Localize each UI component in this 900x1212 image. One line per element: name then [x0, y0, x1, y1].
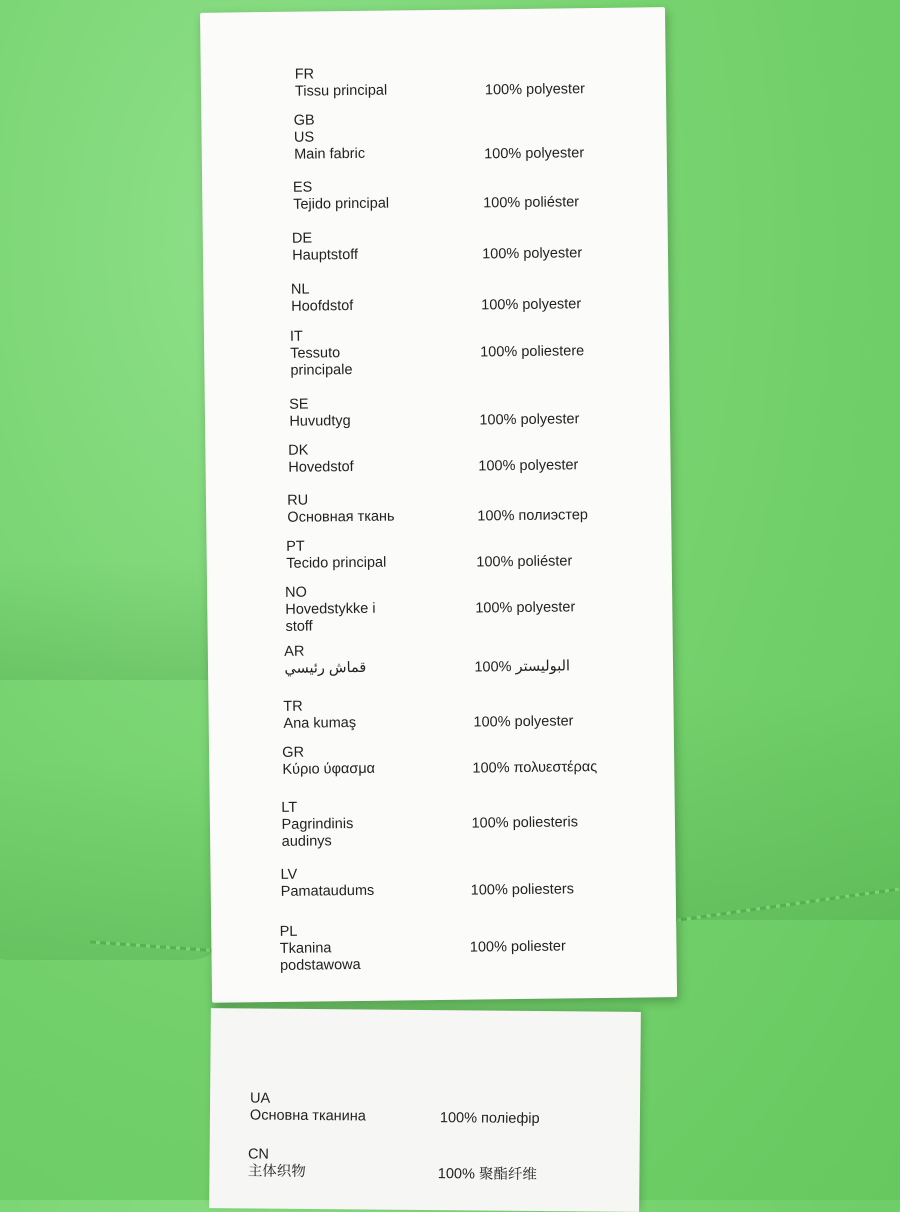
country-code: LV — [280, 866, 298, 883]
fabric-name: Tkanina — [279, 940, 332, 957]
fabric-fold — [0, 760, 230, 960]
country-code: CN — [247, 1146, 270, 1163]
country-code: TR — [283, 698, 303, 715]
fiber-percentage: 100% poliéster — [483, 194, 580, 212]
country-code: NO — [285, 584, 307, 601]
fiber-percentage: 100% πολυεστέρας — [472, 759, 598, 777]
country-code: DE — [291, 230, 313, 247]
country-code: LT — [281, 799, 298, 816]
fabric-name: Main fabric — [294, 145, 366, 163]
composition-row — [280, 919, 661, 975]
fabric-name: Pamataudums — [280, 882, 375, 900]
country-code: ES — [292, 179, 313, 196]
fabric-name: Κύριο ύφασμα — [282, 760, 376, 778]
fiber-percentage: 100% поліефір — [439, 1110, 540, 1128]
country-code: PL — [279, 923, 298, 940]
fiber-percentage: 100% 聚酯纤维 — [437, 1166, 538, 1183]
fabric-composition-list-lower — [211, 1008, 641, 1183]
composition-row — [290, 324, 671, 380]
fabric-name: Основная ткань — [287, 508, 395, 526]
country-code: AR — [284, 643, 305, 660]
fabric-composition-list — [200, 7, 665, 974]
fabric-name: stoff — [285, 618, 313, 635]
fabric-name: Hoofdstof — [291, 297, 354, 315]
fiber-percentage: 100% polyester — [482, 245, 583, 263]
fiber-percentage: 100% polyester — [478, 457, 579, 475]
composition-row — [293, 175, 673, 214]
fiber-percentage: 100% poliesteris — [471, 814, 579, 832]
country-code: US — [293, 129, 315, 146]
care-label — [200, 7, 677, 1003]
fabric-name: Hovedstof — [288, 458, 354, 476]
fiber-percentage: 100% polyester — [479, 411, 580, 429]
composition-row — [286, 534, 666, 573]
fabric-name: Tecido principal — [286, 554, 387, 572]
fiber-percentage: 100% poliestere — [480, 343, 585, 361]
country-code: GB — [293, 112, 315, 129]
composition-row — [295, 62, 675, 101]
fiber-percentage: 100% poliéster — [476, 553, 573, 571]
fabric-name: principale — [290, 362, 353, 379]
fabric-name: podstawowa — [279, 956, 361, 974]
country-code: PT — [286, 538, 305, 555]
composition-row — [283, 694, 663, 733]
fabric-name: Hovedstykke i — [285, 600, 376, 618]
composition-row — [284, 639, 664, 678]
fiber-percentage: 100% полиэстер — [477, 507, 588, 525]
fabric-name: Tejido principal — [293, 195, 390, 213]
country-code: SE — [289, 396, 309, 413]
fiber-percentage: 100% polyester — [475, 599, 576, 617]
composition-row — [250, 1090, 630, 1127]
composition-row — [248, 1146, 628, 1183]
composition-row — [288, 438, 668, 477]
composition-row — [285, 580, 666, 636]
fiber-percentage: 100% polyester — [473, 713, 574, 731]
composition-row — [282, 740, 662, 779]
country-code: DK — [288, 442, 309, 459]
country-code: UA — [250, 1090, 271, 1107]
country-code: NL — [290, 281, 310, 298]
composition-row — [280, 862, 660, 901]
fiber-percentage: 100% البوليستر — [474, 658, 571, 676]
fabric-name: Huvudtyg — [289, 413, 351, 430]
fabric-name: 主体织物 — [247, 1163, 306, 1180]
fiber-percentage: 100% polyester — [484, 81, 586, 99]
fabric-name: audinys — [281, 833, 332, 850]
composition-row — [291, 277, 671, 316]
country-code: IT — [289, 328, 303, 345]
country-code: GR — [282, 744, 305, 761]
composition-row — [294, 108, 675, 164]
fiber-percentage: 100% poliester — [469, 938, 566, 956]
care-label-lower — [209, 1008, 641, 1212]
country-code: FR — [294, 66, 315, 83]
fabric-name: Tessuto — [290, 345, 341, 362]
composition-row — [289, 392, 669, 431]
fabric-name: Tissu principal — [294, 82, 388, 100]
composition-row — [292, 226, 672, 265]
fiber-percentage: 100% poliesters — [470, 881, 575, 899]
fabric-name: قماش رئيسي — [284, 659, 367, 677]
fiber-percentage: 100% polyester — [481, 296, 582, 314]
fabric-name: Pagrindinis — [281, 816, 354, 833]
composition-row — [287, 488, 667, 527]
fiber-percentage: 100% polyester — [484, 145, 585, 163]
fabric-name: Основна тканина — [249, 1107, 366, 1125]
composition-row — [281, 795, 662, 851]
fabric-fold — [640, 690, 900, 920]
fabric-name: Hauptstoff — [292, 246, 359, 264]
country-code: RU — [287, 492, 309, 509]
fabric-name: Ana kumaş — [283, 714, 357, 732]
